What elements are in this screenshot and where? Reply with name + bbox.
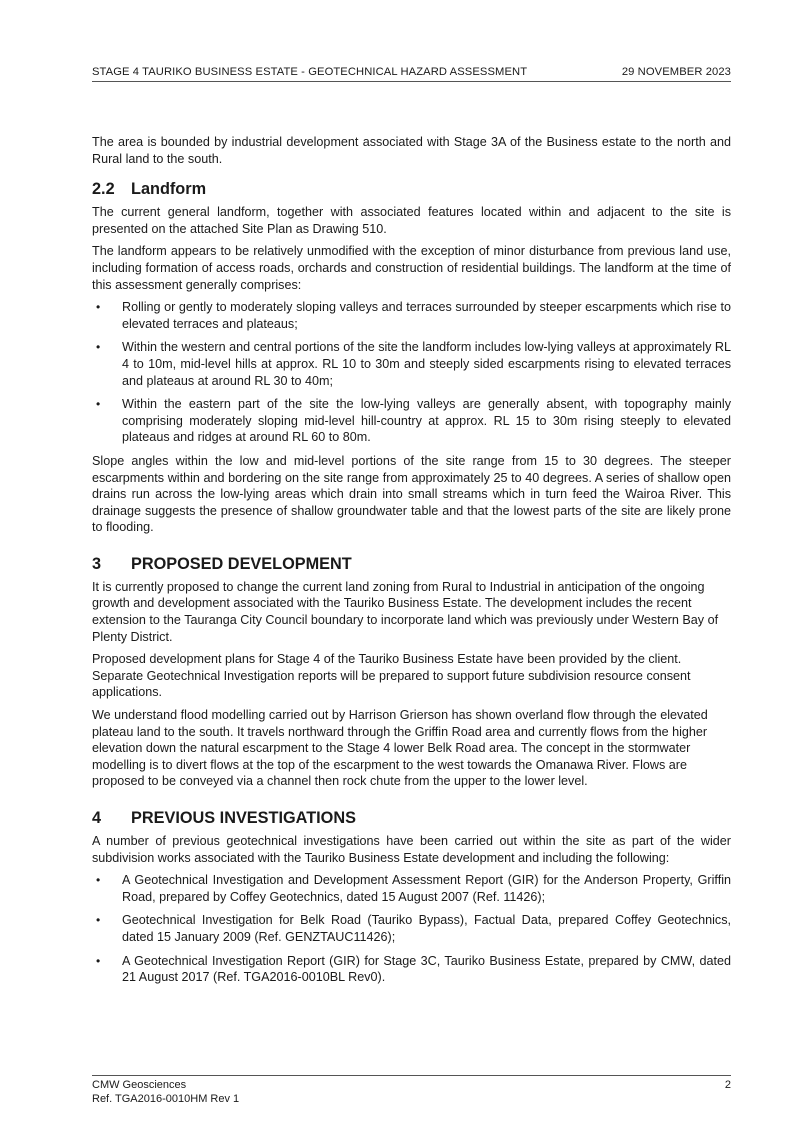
list-item-text: Within the eastern part of the site the low-lying valleys are generally absent, with topography mainly comprising moderately sloping mid-level hill-country at approx. RL 15 to 30m rising steeply to elevated plateaus and ridges at around RL 60 to 80m. [122,397,731,445]
paragraph: A number of previous geotechnical investigations have been carried out within the site as part of the wider subdivision works associated with the Tauriko Business Estate development and including the following: [92,834,731,865]
footer-left [92,1079,239,1106]
bullet-icon: • [96,913,101,928]
section-number: 4 [92,809,102,827]
footer-company: CMW Geosciences [92,1079,187,1091]
bullet-icon: • [96,340,101,355]
list-item-text: A Geotechnical Investigation and Development Assessment Report (GIR) for the Anderson Property, Griffin Road, prepared by Coffey Geotechnics, dated 15 August 2007 (Ref. 11426); [122,873,731,904]
bullet-icon: • [96,300,101,315]
paragraph: It is currently proposed to change the current land zoning from Rural to Industrial in anticipation of the ongoing growth and development associated with the Tauriko Business Estate. The development includes the recent extension to the Tauranga City Council boundary to incorporate land which was previously under Western Bay of Plenty District. [92,579,719,644]
paragraph: The current general landform, together with associated features located within and adjacent to the site is presented on the attached Site Plan as Drawing 510. [92,205,731,236]
list-item [92,299,731,332]
list-item [92,396,731,446]
intro-paragraph: The area is bounded by industrial development associated with Stage 3A of the Business estate to the north and Rural land to the south. [92,135,731,166]
footer-reference: Ref. TGA2016-0010HM Rev 1 [92,1092,240,1105]
bullet-icon: • [96,397,101,412]
page-footer [92,1075,731,1106]
header-title: STAGE 4 TAURIKO BUSINESS ESTATE - GEOTECHNICAL HAZARD ASSESSMENT [92,66,528,78]
paragraph: Proposed development plans for Stage 4 of the Tauriko Business Estate have been provided by the client. Separate Geotechnical Investigation reports will be prepared to support future subdivision resource consent applications. [92,652,691,700]
paragraph: Slope angles within the low and mid-level portions of the site range from 15 to 30 degrees. The steeper escarpments within and bordering on the site range from approximately 25 to 40 degrees. A series of shallow open drains run across the low-lying areas which drain into small streams which in turn feed the Wairoa River. This drainage suggests the presence of shallow groundwater table and that the lowest parts of the site are likely prone to flooding. [92,453,731,535]
page-content [92,134,731,993]
section-number: 3 [92,554,102,573]
page-header [92,66,731,82]
list-item [92,339,731,389]
section-heading-4 [92,808,731,828]
investigations-list [92,872,731,986]
list-item-text: Geotechnical Investigation for Belk Road (Tauriko Bypass), Factual Data, prepared Coffey Geotechnics, dated 15 January 2009 (Ref. GENZTAUC11426); [122,913,731,944]
list-item [92,953,731,986]
section-heading-2-2 [92,179,731,199]
list-item-text: A Geotechnical Investigation Report (GIR) for Stage 3C, Tauriko Business Estate, prepared by CMW, dated 21 August 2017 (Ref. TGA2016-0010BL Rev0). [122,953,731,985]
landform-list [92,299,731,446]
paragraph: We understand flood modelling carried out by Harrison Grierson has shown overland flow through the elevated plateau land to the south. It travels northward through the Griffin Road area and currently flows from the higher elevation down the natural escarpment to the Stage 4 lower Belk Road area. The concept in the stormwater modelling is to divert flows at the top of the escarpment to the west towards the Omanawa River. Flows are proposed to be conveyed via a channel then rock chute from the upper to the lower level. [92,708,708,789]
bullet-icon: • [96,873,101,888]
list-item-text: Within the western and central portions of the site the landform includes low-lying valleys at approximately RL 4 to 10m, mid-level hills at approx. RL 10 to 30m and steeply sided escarpments rising to elevated terraces and plateaus at around RL 30 to 40m; [122,340,731,388]
page-number: 2 [724,1079,731,1091]
bullet-icon: • [96,953,101,968]
section-number: 2.2 [92,180,115,199]
list-item [92,872,731,905]
section-title: PROPOSED DEVELOPMENT [131,554,352,573]
paragraph: The landform appears to be relatively unmodified with the exception of minor disturbance from previous land use, including formation of access roads, orchards and construction of residential buildings. The landform at the time of this assessment generally comprises: [92,244,731,292]
list-item-text: Rolling or gently to moderately sloping valleys and terraces surrounded by steeper escarpments which rise to elevated terraces and plateaus; [122,300,731,331]
list-item [92,912,731,945]
section-title: PREVIOUS INVESTIGATIONS [131,809,356,827]
section-title: Landform [131,180,207,199]
header-date: 29 NOVEMBER 2023 [621,66,731,78]
section-heading-3 [92,554,731,574]
